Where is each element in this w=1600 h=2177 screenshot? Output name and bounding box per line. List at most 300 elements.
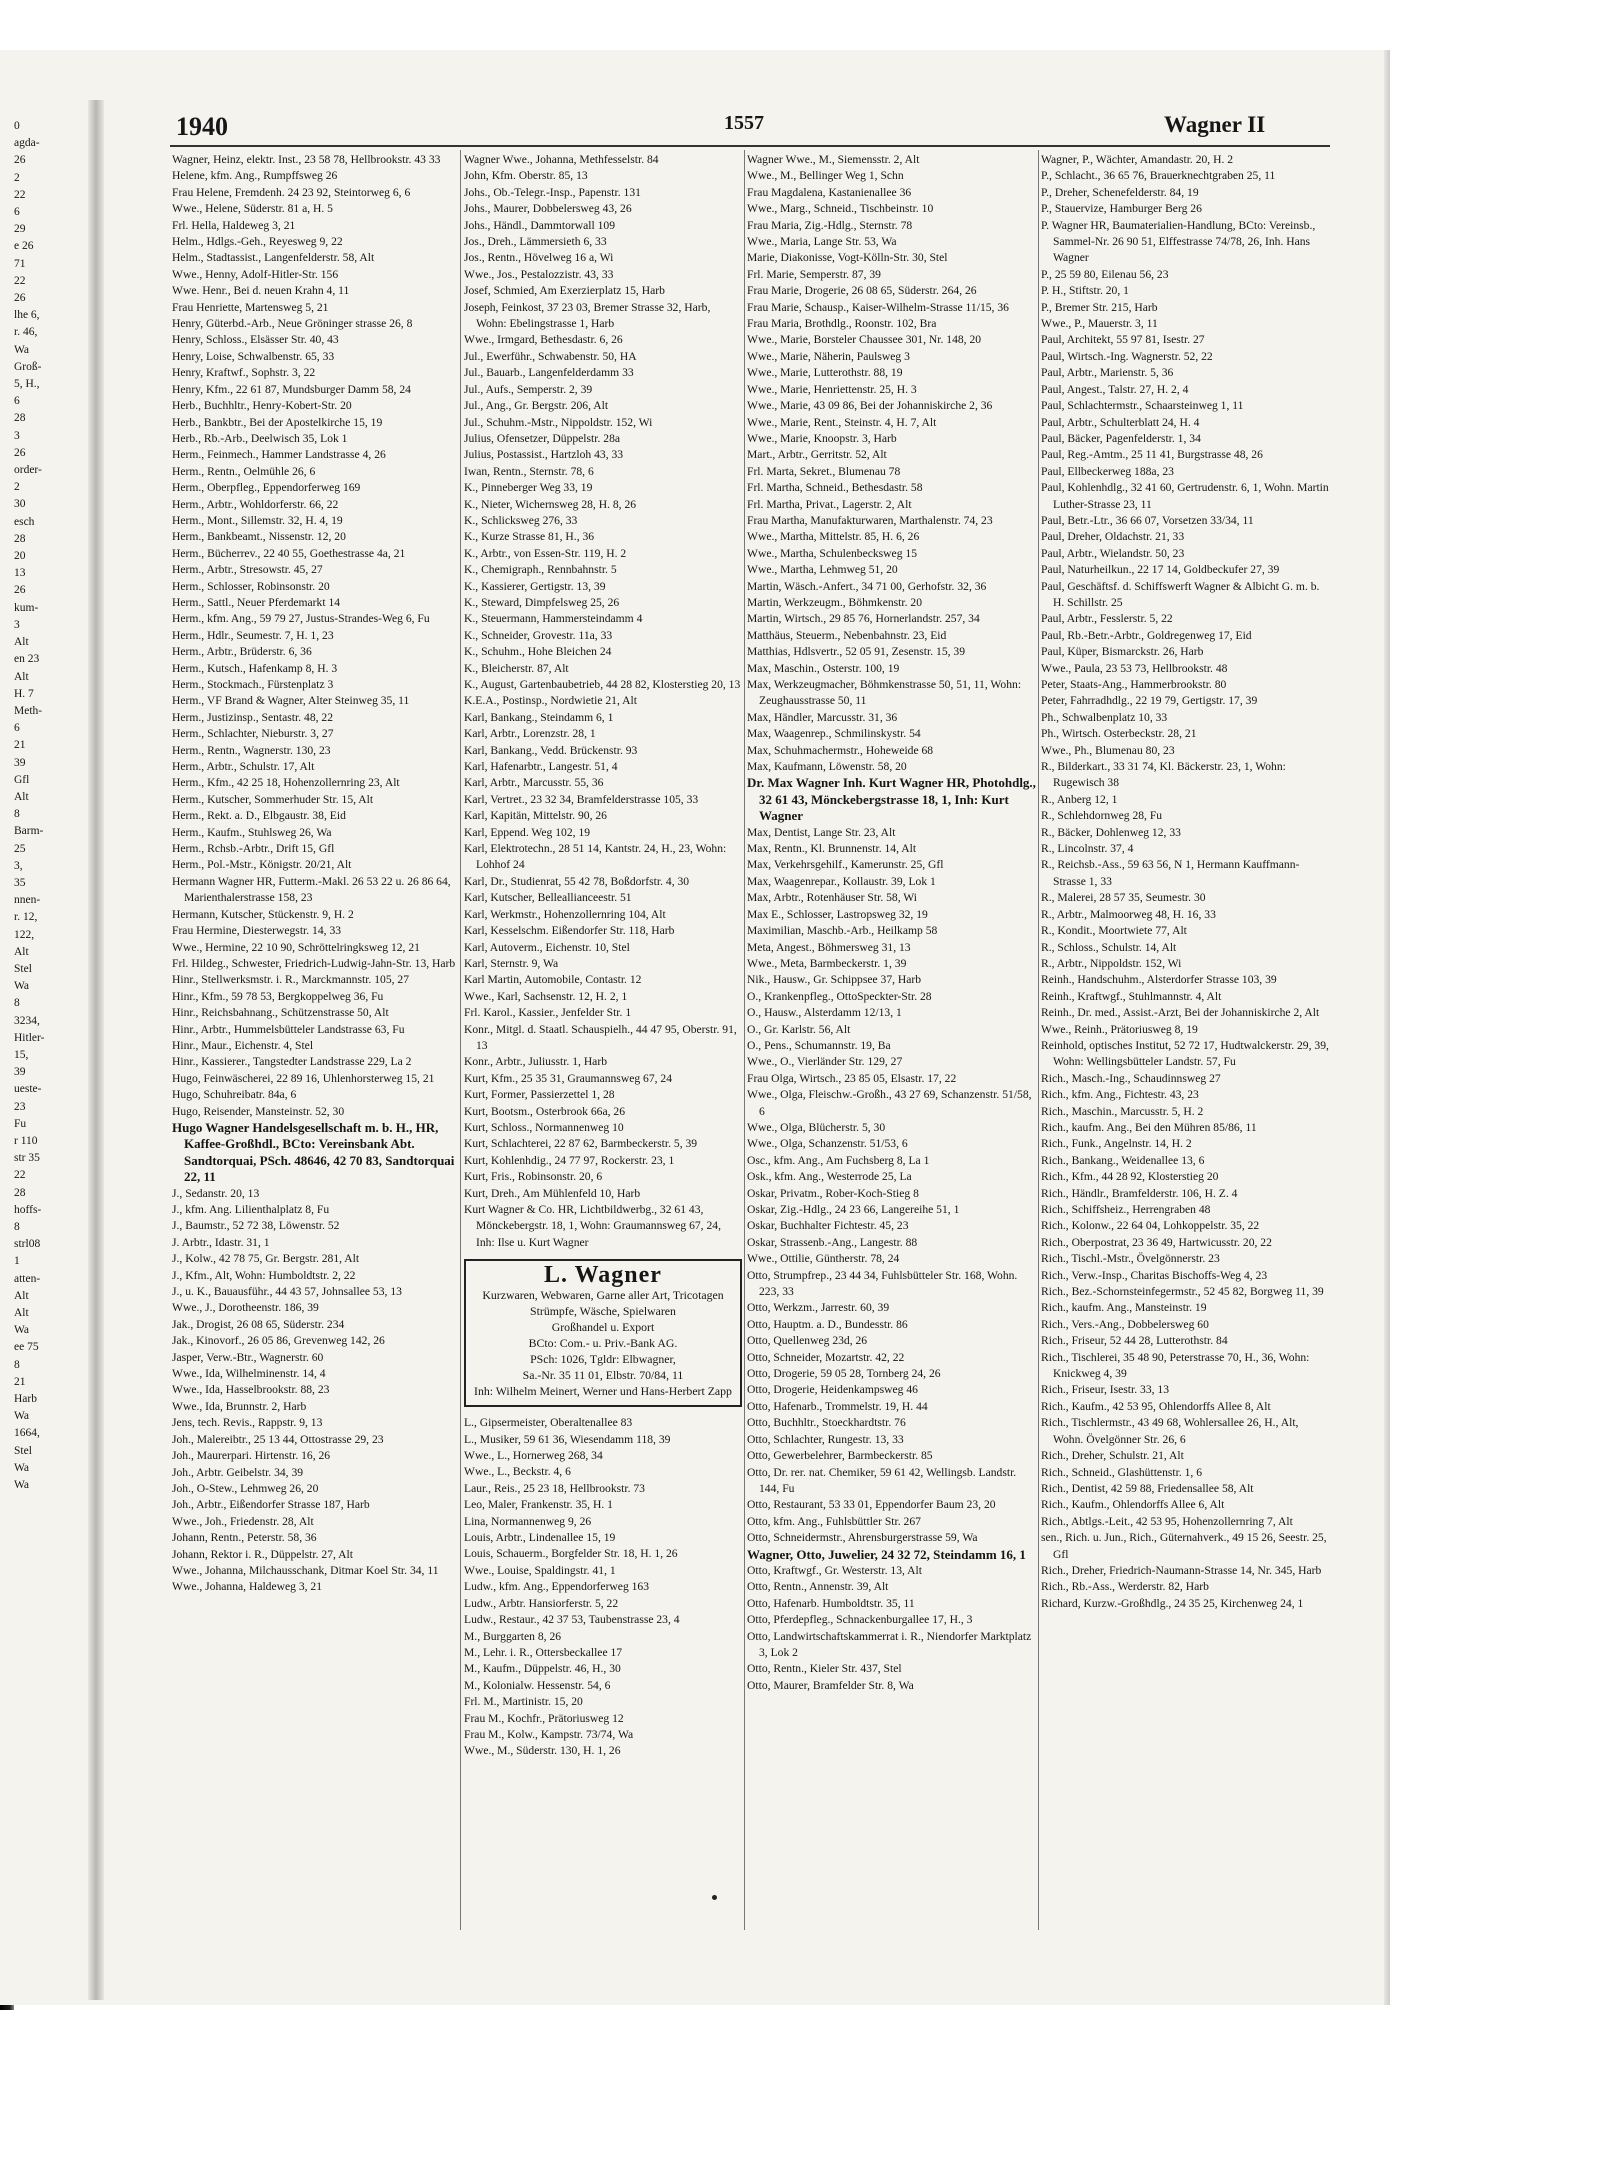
directory-entry: Herm., Kutsch., Hafenkamp 8, H. 3 [172,661,338,675]
directory-entry: O., Pens., Schumannstr. 19, Ba [747,1038,891,1052]
prev-column-fragment: 6 [14,206,20,219]
directory-entry: Rich., Dentist, 42 59 88, Friedensallee 58, Alt [1041,1481,1254,1495]
prev-column-fragment: Wa [14,1479,30,1492]
directory-entry: Frl. Martha, Privat., Lagerstr. 2, Alt [747,497,912,511]
prev-column-fragment: 2 [14,481,20,494]
directory-entry: Wwe., Olga, Blücherstr. 5, 30 [747,1120,886,1134]
directory-entry: Kurt, Schloss., Normannenweg 10 [464,1120,624,1134]
directory-entry: Marie, Diakonisse, Vogt-Kölln-Str. 30, Stel [747,251,948,265]
directory-entry: Hinr., Kfm., 59 78 53, Bergkoppelweg 36, Fu [172,989,384,1003]
directory-entry: Karl, Eppend. Weg 102, 19 [464,825,591,839]
directory-entry: Wwe. Henr., Bei d. neuen Krahn 4, 11 [172,284,350,298]
prev-column-fragment: 6 [14,722,20,735]
directory-entry: K., Arbtr., von Essen-Str. 119, H. 2 [464,546,627,560]
directory-entry: Otto, Gewerbelehrer, Barmbeckerstr. 85 [747,1449,933,1463]
prev-column-fragment: 30 [14,498,26,511]
prev-column-fragment: r. 12, [14,911,38,924]
directory-entry: Laur., Reis., 25 23 18, Hellbrookstr. 73 [464,1481,645,1495]
prev-column-fragment: Alt [14,1289,29,1302]
directory-entry: Jak., Drogist, 26 08 65, Süderstr. 234 [172,1317,345,1331]
directory-entry: Dr. Max Wagner Inh. Kurt Wagner HR, Photohdlg., 32 61 43, Mönckebergstrasse 18, 1, Inh: Kurt Wagner [747,775,1036,824]
prev-column-fragment: 28 [14,1186,26,1199]
directory-entry: Herm., Arbtr., Wohldorferstr. 66, 22 [172,497,339,511]
page-edge [1384,50,1390,2005]
directory-entry: Otto, Maurer, Bramfelder Str. 8, Wa [747,1678,914,1692]
directory-entry: J., Kolw., 42 78 75, Gr. Bergstr. 281, Alt [172,1252,360,1266]
directory-entry: Peter, Staats-Ang., Hammerbrookstr. 80 [1041,678,1227,691]
directory-entry: Max, Maschin., Osterstr. 100, 19 [747,661,900,675]
directory-entry: Lina, Normannenweg 9, 26 [464,1514,592,1528]
directory-entry: Rich., kaufm. Ang., Mansteinstr. 19 [1041,1301,1207,1315]
directory-entry: Otto, Landwirtschaftskammerrat i. R., Niendorfer Marktplatz 3, Lok 2 [747,1629,1032,1659]
directory-entry: Wwe., Marie, Knoopstr. 3, Harb [747,431,897,445]
prev-column-fragment: 8 [14,808,20,821]
directory-entry: Max, Schuhmachermstr., Hoheweide 68 [747,743,934,757]
directory-entry: J., Sedanstr. 20, 13 [172,1186,260,1200]
directory-entry: R., Lincolnstr. 37, 4 [1041,842,1134,856]
directory-entry: R., Anberg 12, 1 [1041,792,1118,806]
directory-entry: P., Dreher, Schenefelderstr. 84, 19 [1041,185,1199,199]
prev-column-fragment: 22 [14,188,26,201]
directory-entry: Herm., Justizinsp., Sentastr. 48, 22 [172,710,334,724]
directory-entry: Herm., Arbtr., Schulstr. 17, Alt [172,760,315,774]
directory-entry: Kurt Wagner & Co. HR, Lichtbildwerbg., 32 61 43, Mönckebergstr. 18, 1, Wohn: Graumannsweg 67, 24, Inh: Ilse u. Kurt Wagner [464,1203,721,1249]
directory-entry: Karl, Hafenarbtr., Langestr. 51, 4 [464,760,618,774]
directory-entry: Otto, Drogerie, 59 05 28, Tornberg 24, 26 [747,1367,941,1381]
directory-entry: Herm., Feinmech., Hammer Landstrasse 4, 26 [172,448,386,462]
directory-entry: Wwe., Ida, Wilhelminenstr. 14, 4 [172,1367,326,1381]
directory-entry: Osk., kfm. Ang., Westerrode 25, La [747,1170,912,1184]
directory-entry: Frl. Marta, Sekret., Blumenau 78 [747,464,901,478]
directory-entry: Rich., Masch.-Ing., Schaudinnsweg 27 [1041,1071,1221,1085]
directory-entry: Jos., Rentn., Hövelweg 16 a, Wi [464,251,614,265]
directory-entry: Paul, Schlachtermstr., Schaarsteinweg 1, 11 [1041,399,1244,413]
prev-column-fragment: 20 [14,550,26,563]
prev-column-fragment: 2 [14,171,20,184]
header-year: 1940 [176,112,228,141]
prev-column-fragment: lhe 6, [14,309,40,322]
directory-entry: Jul., Schuhm.-Mstr., Nippoldstr. 152, Wi [464,415,653,429]
column-divider [460,150,461,1930]
prev-column-fragment: Alt [14,945,29,958]
directory-entry: Louis, Arbtr., Lindenallee 15, 19 [464,1531,616,1545]
directory-entry: Joh., Malereibtr., 25 13 44, Ottostrasse 29, 23 [172,1432,384,1446]
prev-column-fragment: 3 [14,429,20,442]
directory-entry: Max, Arbtr., Rotenhäuser Str. 58, Wi [747,891,917,905]
directory-entry: Paul, Reg.-Amtm., 25 11 41, Burgstrasse 48, 26 [1041,448,1263,462]
directory-entry: Johann, Rentn., Peterstr. 58, 36 [172,1531,317,1545]
prev-column-fragment: Wa [14,1461,30,1474]
directory-entry: Joh., O-Stew., Lehmweg 26, 20 [172,1481,319,1495]
directory-entry: Henry, Loise, Schwalbenstr. 65, 33 [172,349,335,363]
directory-entry: Herm., kfm. Ang., 59 79 27, Justus-Strandes-Weg 6, Fu [172,612,430,626]
directory-entry: Julius, Postassist., Hartzloh 43, 33 [464,448,624,462]
directory-entry: Joh., Arbtr. Geibelstr. 34, 39 [172,1465,304,1479]
directory-entry: Jul., Ang., Gr. Bergstr. 206, Alt [464,399,609,413]
directory-entry: Karl, Werkmstr., Hohenzollernring 104, Alt [464,907,666,921]
directory-entry: Wagner, Heinz, elektr. Inst., 23 58 78, Hellbrookstr. 43 33 [172,153,441,166]
directory-entry: Herm., Kaufm., Stuhlsweg 26, Wa [172,825,332,839]
directory-entry: Ludw., Arbtr. Hansiorferstr. 5, 22 [464,1596,619,1610]
directory-entry: M., Lehr. i. R., Ottersbeckallee 17 [464,1645,623,1659]
directory-entry: Kurt, Former, Passierzettel 1, 28 [464,1088,615,1102]
directory-entry: Otto, Hafenarb. Humboldtstr. 35, 11 [747,1596,915,1610]
prev-column-fragment: Meth- [14,704,43,717]
directory-entry: Rich., Friseur, 52 44 28, Lutterothstr. 84 [1041,1334,1228,1348]
directory-entry: Paul, Küper, Bismarckstr. 26, Harb [1041,645,1204,659]
directory-entry: Wwe., Ida, Hasselbrookstr. 88, 23 [172,1383,330,1397]
directory-entry: Frau Marie, Drogerie, 26 08 65, Süderstr. 264, 26 [747,284,977,298]
directory-entry: Wwe., L., Beckstr. 4, 6 [464,1465,571,1479]
directory-entry: Frl. Martha, Schneid., Bethesdastr. 58 [747,481,923,495]
directory-entry: Paul, Rb.-Betr.-Arbtr., Goldregenweg 17, Eid [1041,628,1252,642]
directory-entry: Karl, Arbtr., Marcusstr. 55, 36 [464,776,604,790]
directory-entry: Hugo, Feinwäscherei, 22 89 16, Uhlenhorsterweg 15, 21 [172,1071,435,1085]
prev-column-fragment: str 35 [14,1152,40,1165]
prev-column-fragment: 3, [14,859,23,872]
directory-entry: Herm., Stockmach., Fürstenplatz 3 [172,678,334,691]
directory-entry: Wwe., J., Dorotheenstr. 186, 39 [172,1301,319,1315]
directory-entry: Frau Helene, Fremdenh. 24 23 92, Steintorweg 6, 6 [172,185,411,199]
directory-entry: Otto, Rentn., Annenstr. 39, Alt [747,1580,889,1594]
directory-entry: K., Steuermann, Hammersteindamm 4 [464,612,643,626]
directory-entry: Wwe., Marie, Lutterothstr. 88, 19 [747,366,903,380]
prev-column-fragment: Stel [14,962,32,975]
directory-entry: Martin, Wirtsch., 29 85 76, Hornerlandstr. 257, 34 [747,612,980,626]
directory-entry: Karl, Kapitän, Mittelstr. 90, 26 [464,809,607,823]
directory-entry: Jul., Bauarb., Langenfelderdamm 33 [464,366,634,380]
directory-entry: Karl, Arbtr., Lorenzstr. 28, 1 [464,727,596,741]
directory-entry: Paul, Geschäftsf. d. Schiffswerft Wagner & Albicht G. m. b. H. Schillstr. 25 [1041,579,1320,609]
directory-entry: Karl, Dr., Studienrat, 55 42 78, Boßdorfstr. 4, 30 [464,874,690,888]
prev-column-fragment: 122, [14,928,35,941]
directory-entry: Herm., Rchsb.-Arbtr., Drift 15, Gfl [172,842,335,856]
directory-entry: Frau Maria, Brothdlg., Roonstr. 102, Bra [747,317,937,331]
directory-entry: Frau Martha, Manufakturwaren, Marthalenstr. 74, 23 [747,513,993,527]
directory-entry: Herb., Buchhltr., Henry-Kobert-Str. 20 [172,399,352,413]
directory-entry: Otto, Dr. rer. nat. Chemiker, 59 61 42, Wellingsb. Landstr. 144, Fu [747,1465,1017,1495]
prev-column-fragment: 26 [14,154,26,167]
header-rule [170,145,1330,147]
ad-line: Inh: Wilhelm Meinert, Werner und Hans-Herbert Zapp [474,1384,732,1399]
directory-column-4 [1041,152,1331,1932]
directory-entry: Otto, Pferdepfleg., Schnackenburgallee 17, H., 3 [747,1613,973,1627]
directory-entry: Ludw., kfm. Ang., Eppendorferweg 163 [464,1580,650,1594]
directory-entry: L., Gipsermeister, Oberaltenallee 83 [464,1416,633,1430]
directory-entry: Hugo, Schuhreibatr. 84a, 6 [172,1088,297,1102]
directory-entry: Rich., Schneid., Glashüttenstr. 1, 6 [1041,1465,1203,1479]
directory-entry: Oskar, Privatm., Rober-Koch-Stieg 8 [747,1186,919,1200]
directory-entry: Rich., Maschin., Marcusstr. 5, H. 2 [1041,1104,1204,1118]
prev-column-fragment: Alt [14,1307,29,1320]
directory-entry: Herb., Bankbtr., Bei der Apostelkirche 15, 19 [172,415,383,429]
directory-entry: Karl Martin, Automobile, Contastr. 12 [464,973,642,987]
directory-entry: Wwe., Jos., Pestalozzistr. 43, 33 [464,267,614,281]
directory-entry: Otto, Werkzm., Jarrestr. 60, 39 [747,1301,890,1315]
prev-column-fragment: e 26 [14,240,34,253]
directory-entry: Paul, Arbtr., Schulterblatt 24, H. 4 [1041,415,1200,429]
directory-entry: Ph., Schwalbenplatz 10, 33 [1041,710,1168,724]
directory-entry: Paul, Arbtr., Wielandstr. 50, 23 [1041,546,1185,560]
directory-entry: Wagner, Otto, Juwelier, 24 32 72, Steindamm 16, 1 [747,1546,1026,1562]
directory-entry: Wwe., P., Mauerstr. 3, 11 [1041,317,1158,331]
directory-entry: Frl. Karol., Kassier., Jenfelder Str. 1 [464,1006,632,1020]
directory-entry: Wwe., Henny, Adolf-Hitler-Str. 156 [172,267,339,281]
directory-entry: Nik., Hausw., Gr. Schippsee 37, Harb [747,973,922,987]
directory-entry: Mart., Arbtr., Gerritstr. 52, Alt [747,448,887,462]
directory-entry: Hugo Wagner Handelsgesellschaft m. b. H., HR, Kaffee-Großhdl., BCto: Vereinsbank Abt. Sandtorquai, PSch. 48646, 42 70 83, Sandtorquai 22, 11 [172,1119,455,1185]
prev-column-fragment: 22 [14,1169,26,1182]
directory-entry: Wwe., Karl, Sachsenstr. 12, H. 2, 1 [464,989,628,1003]
directory-entry: Otto, Strumpfrep., 23 44 34, Fuhlsbütteler Str. 168, Wohn. 223, 33 [747,1268,1018,1299]
directory-entry: Herb., Rb.-Arb., Deelwisch 35, Lok 1 [172,431,348,445]
directory-entry: P., 25 59 80, Eilenau 56, 23 [1041,267,1169,281]
directory-entry: Oskar, Buchhalter Fichtestr. 45, 23 [747,1219,909,1233]
directory-entry: Wwe., Paula, 23 53 73, Hellbrookstr. 48 [1041,661,1228,675]
directory-entry: Herm., Kutscher, Sommerhuder Str. 15, Alt [172,792,374,806]
prev-column-fragment: 39 [14,756,26,769]
directory-entry: Wwe., Johanna, Milchausschank, Ditmar Koel Str. 34, 11 [172,1563,439,1577]
directory-entry: Henry, Kraftwf., Sophstr. 3, 22 [172,366,316,380]
directory-entry: K., Pinneberger Weg 33, 19 [464,481,593,495]
directory-entry: Frau Hermine, Diesterwegstr. 14, 33 [172,924,342,938]
prev-column-fragment: 13 [14,567,26,580]
prev-column-fragment: Wa [14,1324,30,1337]
directory-entry: Wwe., Marie, Henriettenstr. 25, H. 3 [747,382,917,396]
column-divider [744,150,745,1930]
directory-entry: Frau Magdalena, Kastanienallee 36 [747,185,912,199]
directory-entry: Wwe., Helene, Süderstr. 81 a, H. 5 [172,202,333,216]
prev-column-fragment: 8 [14,1221,20,1233]
prev-column-fragment: Groß- [14,360,42,373]
directory-entry: P., Schlacht., 36 65 76, Brauerknechtgraben 25, 11 [1041,169,1276,183]
directory-entry: Herm., Bücherrev., 22 40 55, Goethestrasse 4a, 21 [172,546,406,560]
directory-entry: Max, Rentn., Kl. Brunnenstr. 14, Alt [747,842,917,856]
directory-entry: Paul, Arbtr., Fesslerstr. 5, 22 [1041,612,1173,626]
directory-entry: P. Wagner HR, Baumaterialien-Handlung, BCto: Vereinsb., Sammel-Nr. 26 90 51, Elffestrasse 74/78, 26, Inh. Hans Wagner [1041,218,1316,265]
directory-entry: Otto, Drogerie, Heidenkampsweg 46 [747,1383,918,1397]
directory-entry: Wwe., Ida, Brunnstr. 2, Harb [172,1399,307,1413]
directory-entry: Jak., Kinovorf., 26 05 86, Grevenweg 142, 26 [172,1334,385,1348]
directory-entry: Martin, Wäsch.-Anfert., 34 71 00, Gerhofstr. 32, 36 [747,579,987,593]
directory-entry: M., Kolonialw. Hessenstr. 54, 6 [464,1678,611,1692]
prev-column-fragment: Barm- [14,825,44,838]
prev-column-fragment: 26 [14,584,26,597]
directory-entry: Hinr., Stellwerksmstr. i. R., Marckmannstr. 105, 27 [172,973,410,987]
directory-entry: Wwe., Ottilie, Güntherstr. 78, 24 [747,1252,900,1266]
prev-column-fragment: 1 [14,1255,20,1268]
prev-column-fragment: Harb [14,1393,37,1406]
directory-entry: J., u. K., Bauausführ., 44 43 57, Johnsallee 53, 13 [172,1285,402,1299]
directory-entry: Rich., kaufm. Ang., Bei den Mühren 85/86, 11 [1041,1120,1257,1134]
directory-entry: J., kfm. Ang. Lilienthalplatz 8, Fu [172,1203,330,1216]
prev-column-fragment: 1664, [14,1427,40,1440]
directory-entry: Paul, Architekt, 55 97 81, Isestr. 27 [1041,333,1205,347]
directory-entry: Frau M., Kolw., Kampstr. 73/74, Wa [464,1727,634,1741]
prev-column-fragment: Wa [14,1410,30,1423]
directory-entry: Rich., Friseur, Isestr. 33, 13 [1041,1383,1170,1397]
ad-line: Großhandel u. Export [551,1320,655,1335]
directory-entry: Frau Maria, Zig.-Hdlg., Sternstr. 78 [747,218,913,232]
directory-entry: Hugo, Reisender, Mansteinstr. 52, 30 [172,1104,345,1118]
directory-entry: O., Krankenpfleg., OttoSpeckter-Str. 28 [747,989,932,1003]
prev-column-fragment: 29 [14,223,26,236]
directory-entry: Rich., kfm. Ang., Fichtestr. 43, 23 [1041,1088,1199,1102]
directory-entry: Wwe., Martha, Mittelstr. 85, H. 6, 26 [747,530,920,544]
directory-entry: Konr., Arbtr., Juliusstr. 1, Harb [464,1055,607,1069]
directory-entry: Otto, Hafenarb., Trommelstr. 19, H. 44 [747,1399,928,1413]
directory-entry: Herm., Rentn., Wagnerstr. 130, 23 [172,743,331,757]
directory-entry: Jos., Dreh., Lämmersieth 6, 33 [464,235,607,249]
directory-entry: Joh., Maurerpari. Hirtenstr. 16, 26 [172,1449,331,1463]
directory-entry: Martin, Werkzeugm., Böhmkenstr. 20 [747,595,922,609]
directory-entry: Wwe., Meta, Barmbeckerstr. 1, 39 [747,956,907,970]
directory-entry: Paul, Wirtsch.-Ing. Wagnerstr. 52, 22 [1041,349,1213,363]
directory-entry: Otto, Schlachter, Rungestr. 13, 33 [747,1432,904,1446]
directory-entry: K., Schneider, Grovestr. 11a, 33 [464,628,613,642]
directory-entry: Otto, Schneidermstr., Ahrensburgerstrasse 59, Wa [747,1531,978,1545]
directory-entry: Oskar, Zig.-Hdlg., 24 23 66, Langereihe 51, 1 [747,1203,960,1216]
directory-entry: R., Bäcker, Dohlenweg 12, 33 [1041,825,1181,839]
directory-column-2 [464,152,742,1932]
directory-entry: Max, Waagenrepar., Kollaustr. 39, Lok 1 [747,874,936,888]
directory-entry: Johs., Maurer, Dobbelersweg 43, 26 [464,202,632,216]
directory-entry: Rich., Kaufm., Ohlendorffs Allee 6, Alt [1041,1498,1225,1512]
directory-entry: Kurt, Fris., Robinsonstr. 20, 6 [464,1170,603,1184]
prev-column-fragment: 21 [14,1375,26,1388]
prev-column-fragment: 22 [14,274,26,287]
directory-entry: Herm., Rentn., Oelmühle 26, 6 [172,464,316,478]
prev-column-fragment: 3234, [14,1014,40,1027]
prev-column-fragment: 35 [14,876,26,889]
directory-entry: Wwe., Johanna, Haldeweg 3, 21 [172,1580,323,1594]
directory-entry: Herm., Rekt. a. D., Elbgaustr. 38, Eid [172,809,346,823]
directory-entry: R., Schloss., Schulstr. 14, Alt [1041,940,1177,954]
directory-entry: Otto, Restaurant, 53 33 01, Eppendorfer Baum 23, 20 [747,1498,996,1512]
directory-entry: Joseph, Feinkost, 37 23 03, Bremer Strasse 32, Harb, Wohn: Ebelingstrasse 1, Harb [464,300,711,331]
directory-entry: Henry, Güterbd.-Arb., Neue Gröninger strasse 26, 8 [172,317,413,331]
directory-entry: Kurt, Dreh., Am Mühlenfeld 10, Harb [464,1186,641,1200]
prev-column-fragment: order- [14,464,42,477]
prev-column-fragment: hoffs- [14,1203,42,1216]
directory-entry: Osc., kfm. Ang., Am Fuchsberg 8, La 1 [747,1153,930,1167]
directory-entry: Kurt, Bootsm., Osterbrook 66a, 26 [464,1104,626,1118]
directory-entry: Wwe., Maria, Lange Str. 53, Wa [747,235,897,249]
directory-entry: Paul, Dreher, Oldachstr. 21, 33 [1041,530,1185,544]
directory-entry: O., Gr. Karlstr. 56, Alt [747,1022,851,1036]
directory-entry: Otto, kfm. Ang., Fuhlsbüttler Str. 267 [747,1514,921,1528]
directory-entry: Rich., Abtlgs.-Leit., 42 53 95, Hohenzollernring 7, Alt [1041,1514,1293,1528]
directory-entry: K., Kassierer, Gertigstr. 13, 39 [464,579,606,593]
directory-entry: Paul, Arbtr., Marienstr. 5, 36 [1041,366,1174,380]
directory-entry: Karl, Kutscher, Belleallianceestr. 51 [464,891,632,905]
directory-entry: Jens, tech. Revis., Rappstr. 9, 13 [172,1416,323,1430]
directory-entry: Konr., Mitgl. d. Staatl. Schauspielh., 44 47 95, Oberstr. 91, 13 [464,1022,737,1052]
ad-line: PSch: 1026, Tgldr: Elbwagner, [530,1352,676,1367]
directory-entry: Rich., Kolonw., 22 64 04, Lohkoppelstr. 35, 22 [1041,1219,1260,1233]
directory-entry: Kurt, Kohlenhdig., 24 77 97, Rockerstr. 23, 1 [464,1153,675,1167]
directory-entry: J. Arbtr., Idastr. 31, 1 [172,1235,270,1249]
directory-entry: Rich., Dreher, Friedrich-Naumann-Strasse 14, Nr. 345, Harb [1041,1563,1322,1577]
directory-entry: Rich., Rb.-Ass., Werderstr. 82, Harb [1041,1580,1209,1594]
directory-entry: Wwe., Ph., Blumenau 80, 23 [1041,743,1175,757]
directory-entry: Josef, Schmied, Am Exerzierplatz 15, Harb [464,284,665,298]
directory-entry: Max, Kaufmann, Löwenstr. 58, 20 [747,760,907,774]
directory-entry: Rich., Verw.-Insp., Charitas Bischoffs-Weg 4, 23 [1041,1268,1268,1282]
directory-entry: Paul, Kohlenhdlg., 32 41 60, Gertrudenstr. 6, 1, Wohn. Martin Luther-Strasse 23, 11 [1041,481,1329,511]
directory-entry: Wwe., Marg., Schneid., Tischbeinstr. 10 [747,202,934,216]
directory-entry: O., Hausw., Alsterdamm 12/13, 1 [747,1006,902,1020]
prev-column-fragment: 26 [14,446,26,459]
prev-column-fragment: 21 [14,739,26,752]
page-number: 1557 [724,112,764,134]
prev-column-fragment: agda- [14,137,40,150]
directory-entry: Wwe., M., Bellinger Weg 1, Schn [747,169,904,183]
prev-column-fragment: Hitler- [14,1031,45,1044]
directory-entry: Otto, Rentn., Kieler Str. 437, Stel [747,1662,902,1676]
directory-entry: Karl, Vertret., 23 32 34, Bramfelderstrasse 105, 33 [464,792,699,806]
directory-entry: Kurt, Schlachterei, 22 87 62, Barmbeckerstr. 5, 39 [464,1137,698,1151]
directory-entry: Rich., Kfm., 44 28 92, Klosterstieg 20 [1041,1170,1219,1184]
directory-entry: R., Bilderkart., 33 31 74, Kl. Bäckerstr. 23, 1, Wohn: Rugewisch 38 [1041,760,1286,790]
directory-entry: Paul, Bäcker, Pagenfelderstr. 1, 34 [1041,431,1201,445]
directory-entry: Frau Henriette, Martensweg 5, 21 [172,300,329,314]
directory-entry: Wwe., M., Süderstr. 130, H. 1, 26 [464,1744,621,1758]
prev-column-fragment: 26 [14,292,26,305]
directory-entry: Jul., Aufs., Semperstr. 2, 39 [464,382,593,396]
directory-entry: Louis, Schauerm., Borgfelder Str. 18, H. 1, 26 [464,1547,678,1561]
directory-entry: P. H., Stiftstr. 20, 1 [1041,284,1129,298]
ad-title: L. Wagner [544,1262,662,1289]
directory-entry: Wwe., Olga, Schanzenstr. 51/53, 6 [747,1137,908,1151]
directory-entry: Frau M., Kochfr., Prätoriusweg 12 [464,1711,624,1725]
directory-entry: Paul, Ellbeckerweg 188a, 23 [1041,464,1174,478]
directory-entry: Rich., Tischlermstr., 43 49 68, Wohlersallee 26, H., Alt, Wohn. Övelgönner Str. 26, 6 [1041,1416,1299,1446]
directory-entry: Rich., Bez.-Schornsteinfegermstr., 52 45 82, Borgweg 11, 39 [1041,1285,1324,1299]
directory-entry: Hermann Wagner HR, Futterm.-Makl. 26 53 22 u. 26 86 64, Marienthalerstrasse 158, 23 [172,874,451,905]
directory-entry: R., Arbtr., Malmoorweg 48, H. 16, 33 [1041,907,1216,921]
directory-entry: Leo, Maler, Frankenstr. 35, H. 1 [464,1498,613,1512]
directory-entry: Herm., Arbtr., Stresowstr. 45, 27 [172,563,323,577]
directory-entry: Wwe., Reinh., Prätoriusweg 8, 19 [1041,1022,1198,1036]
directory-entry: John, Kfm. Oberstr. 85, 13 [464,169,588,183]
prev-column-fragment: 23 [14,1100,26,1113]
directory-entry: Herm., Schlosser, Robinsonstr. 20 [172,579,330,593]
directory-entry: Jul., Ewerführ., Schwabenstr. 50, HA [464,349,637,363]
directory-entry: Jasper, Verw.-Btr., Wagnerstr. 60 [172,1350,324,1364]
directory-entry: Herm., VF Brand & Wagner, Alter Steinweg 35, 11 [172,694,410,708]
directory-entry: Reinh., Kraftwgf., Stuhlmannstr. 4, Alt [1041,989,1222,1003]
directory-column-3 [747,152,1037,1932]
directory-entry: Reinh., Dr. med., Assist.-Arzt, Bei der Johanniskirche 2, Alt [1041,1006,1320,1020]
directory-entry: Rich., Vers.-Ang., Dobbelersweg 60 [1041,1317,1209,1331]
column-divider [1038,150,1039,1930]
directory-entry: Iwan, Rentn., Sternstr. 78, 6 [464,464,594,478]
directory-entry: Herm., Pol.-Mstr., Königstr. 20/21, Alt [172,858,352,872]
prev-column-fragment: 5, H., [14,378,40,391]
prev-column-fragment: 71 [14,257,26,270]
directory-entry: Wagner, P., Wächter, Amandastr. 20, H. 2 [1041,153,1234,166]
directory-entry: Rich., Oberpostrat, 23 36 49, Hartwicusstr. 20, 22 [1041,1235,1272,1249]
directory-entry: Ph., Wirtsch. Osterbeckstr. 28, 21 [1041,727,1197,741]
directory-entry: Rich., Kaufm., 42 53 95, Ohlendorffs Allee 8, Alt [1041,1399,1271,1413]
prev-column-fragment: Stel [14,1444,32,1457]
directory-entry: Herm., Arbtr., Brüderstr. 6, 36 [172,645,312,659]
prev-column-fragment: esch [14,515,35,528]
prev-column-fragment: Alt [14,790,29,803]
directory-entry: Wwe., Marie, 43 09 86, Bei der Johanniskirche 2, 36 [747,399,993,413]
directory-entry: Rich., Tischlerei, 35 48 90, Peterstrasse 70, H., 36, Wohn: Knickweg 4, 39 [1041,1350,1310,1381]
